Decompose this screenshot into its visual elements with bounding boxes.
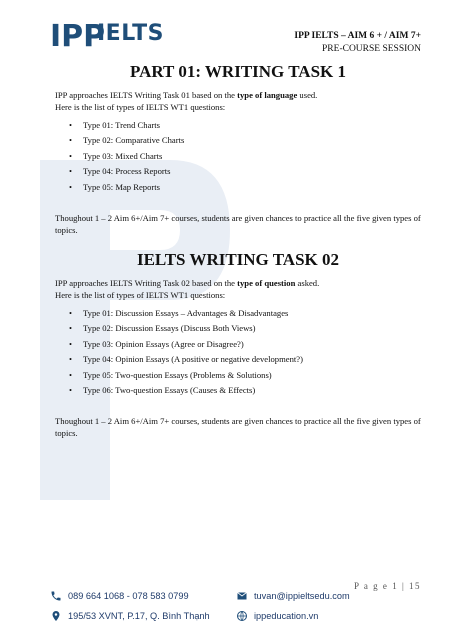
part2-type-list [55,306,421,398]
part1-section [55,62,421,236]
course-title: IPP IELTS – AIM 6 + / AIM 7+ [294,31,421,41]
address-text: 195/53 XVNT, P.17, Q. Bình Thạnh [68,611,210,621]
footer-address [50,610,210,622]
website-link[interactable]: ippeducation.vn [254,611,319,621]
part1-title: PART 01: WRITING TASK 1 [129,62,347,81]
globe-icon [236,610,248,622]
part1-list-intro: Here is the list of types of IELTS WT1 questions: [55,102,226,112]
part1-closing: Thoughout 1 – 2 Aim 6+/Aim 7+ courses, students are given chances to practice all the five given types of topics. [55,213,421,236]
page-current: 1 [392,581,399,591]
location-pin-icon [50,610,62,622]
svg-text:IPP: IPP [50,19,106,54]
logo-text: IELTS [97,20,164,46]
part2-section [55,250,421,439]
part1-intro [55,89,421,101]
phone-text: 089 664 1068 - 078 583 0799 [68,591,189,601]
part1-intro-end: used. [297,90,318,100]
document-body [55,62,421,439]
part2-list-intro: Here is the list of types of IELTS WT1 questions: [55,290,226,301]
part1-type-list [55,118,421,195]
list-item: • Type 01: Discussion Essays – Advantages & Disadvantages [69,306,421,321]
list-item: • Type 02: Discussion Essays (Discuss Both Views) [69,321,421,336]
footer-phone [50,590,189,602]
part2-closing: Thoughout 1 – 2 Aim 6+/Aim 7+ courses, students are given chances to practice all the five given types of topics. [55,416,421,439]
page-number: P a g e 1 | 15 [354,581,421,591]
part1-intro-bold: type of language [237,90,298,100]
footer-email [236,590,350,602]
part2-intro-end: asked. [295,278,320,289]
list-item: • Type 03: Mixed Charts [69,149,421,164]
list-item: • Type 04: Process Reports [69,164,421,179]
page-total: 15 [409,581,421,591]
footer-website [236,610,318,622]
ipp-logo-mark [50,14,106,54]
part1-intro-text: IPP approaches IELTS Writing Task 01 based on the [55,90,238,100]
phone-icon [50,590,62,602]
list-item: • Type 02: Comparative Charts [69,133,421,148]
list-item: • Type 06: Two-question Essays (Causes & Effects) [69,383,421,398]
list-item: • Type 03: Opinion Essays (Agree or Disagree?) [69,337,421,352]
list-item: • Type 05: Map Reports [69,180,421,195]
list-item: • Type 01: Trend Charts [69,118,421,133]
part2-intro-text: IPP approaches IELTS Writing Task 02 based on the [55,278,238,289]
ipp-ielts-logo [50,14,164,52]
email-icon [236,590,248,602]
session-title: PRE-COURSE SESSION [322,44,421,54]
list-item: • Type 05: Two-question Essays (Problems & Solutions) [69,368,421,383]
part2-title: IELTS WRITING TASK 02 [136,250,340,270]
part2-intro [55,277,421,289]
page-label: P a g e [354,581,389,591]
header-info [294,30,421,56]
part2-intro-bold: type of question [237,278,296,289]
email-link[interactable]: tuvan@ippieltsedu.com [254,591,350,601]
list-item: • Type 04: Opinion Essays (A positive or negative development?) [69,352,421,367]
